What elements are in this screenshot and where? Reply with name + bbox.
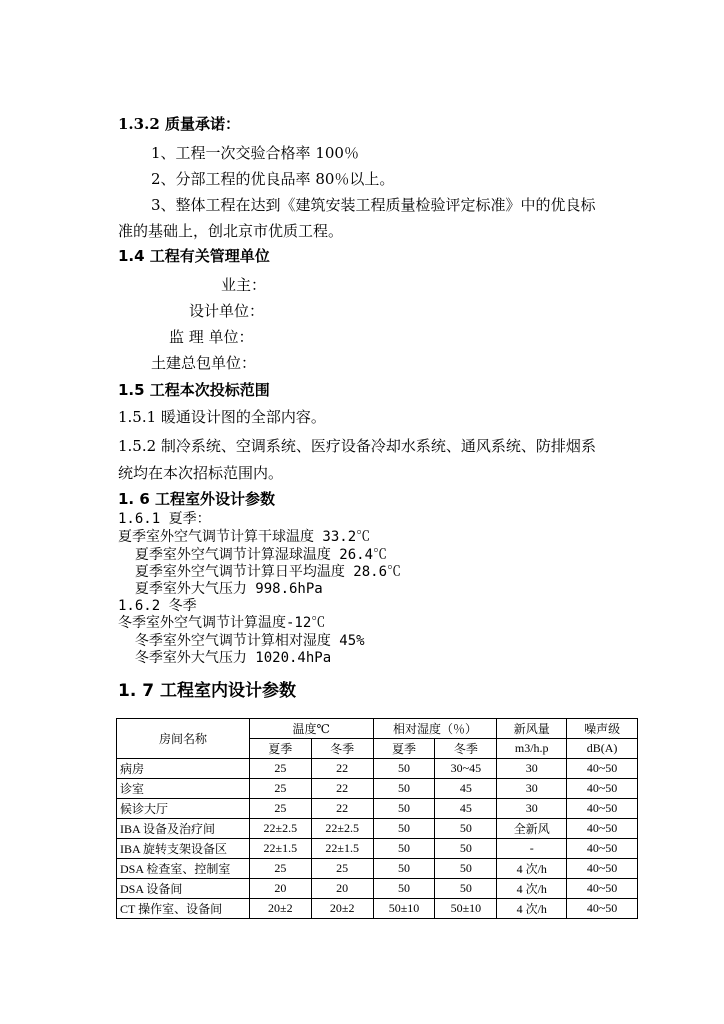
unit-design: 设计单位： — [189, 302, 265, 320]
cell-rh-winter: 45 — [435, 779, 497, 799]
header-fresh-air-unit: m3/h.p — [497, 739, 567, 759]
outdoor-line-7: 冬季室外空气调节计算温度-12℃ — [118, 615, 326, 631]
cell-temp-winter: 22 — [311, 799, 373, 819]
cell-temp-summer: 20±2 — [249, 899, 311, 919]
unit-general-contractor: 土建总包单位： — [151, 354, 257, 372]
outdoor-line-3: 夏季室外空气调节计算湿球温度 26.4℃ — [118, 547, 388, 563]
cell-temp-summer: 25 — [249, 779, 311, 799]
quality-item-2: 2、分部工程的优良品率 80％以上。 — [151, 170, 395, 188]
section-heading-units: 1.4 工程有关管理单位 — [118, 247, 270, 265]
scope-line-3: 统均在本次招标范围内。 — [118, 464, 284, 482]
scope-line-1: 1.5.1 暖通设计图的全部内容。 — [118, 408, 326, 426]
cell-rh-summer: 50 — [373, 819, 435, 839]
cell-rh-summer: 50±10 — [373, 899, 435, 919]
unit-owner: 业主： — [221, 276, 267, 294]
outdoor-line-5: 夏季室外大气压力 998.6hPa — [118, 581, 323, 597]
cell-fresh-air: 30 — [497, 779, 567, 799]
cell-fresh-air: - — [497, 839, 567, 859]
cell-rh-winter: 50 — [435, 859, 497, 879]
cell-room-name: CT 操作室、设备间 — [117, 899, 250, 919]
section-heading-quality: 1.3.2 质量承诺： — [118, 115, 240, 133]
cell-temp-summer: 25 — [249, 759, 311, 779]
section-heading-outdoor: 1. 6 工程室外设计参数 — [118, 490, 276, 508]
cell-room-name: DSA 检查室、控制室 — [117, 859, 250, 879]
header-rh-winter: 冬季 — [435, 739, 497, 759]
outdoor-line-9: 冬季室外大气压力 1020.4hPa — [118, 650, 332, 666]
cell-temp-winter: 22 — [311, 759, 373, 779]
cell-rh-summer: 50 — [373, 839, 435, 859]
table-row — [117, 779, 638, 799]
cell-rh-winter: 50 — [435, 839, 497, 859]
header-temp-winter: 冬季 — [311, 739, 373, 759]
outdoor-line-4: 夏季室外空气调节计算日平均温度 28.6℃ — [118, 564, 401, 580]
table-row — [117, 899, 638, 919]
header-room-name: 房间名称 — [117, 719, 250, 759]
cell-fresh-air: 4 次/h — [497, 879, 567, 899]
cell-rh-summer: 50 — [373, 879, 435, 899]
table-body — [117, 759, 638, 919]
scope-line-2: 1.5.2 制冷系统、空调系统、医疗设备冷却水系统、通风系统、防排烟系 — [118, 437, 596, 455]
cell-noise: 40~50 — [567, 779, 638, 799]
cell-noise: 40~50 — [567, 819, 638, 839]
cell-temp-winter: 20 — [311, 879, 373, 899]
header-temp-summer: 夏季 — [249, 739, 311, 759]
cell-rh-summer: 50 — [373, 779, 435, 799]
outdoor-line-6: 1.6.2 冬季 — [118, 598, 197, 614]
cell-room-name: IBA 设备及治疗间 — [117, 819, 250, 839]
cell-rh-summer: 50 — [373, 799, 435, 819]
quality-item-3-cont: 准的基础上，创北京市优质工程。 — [118, 222, 344, 240]
unit-supervision: 监 理 单位： — [169, 328, 254, 346]
table-row — [117, 819, 638, 839]
cell-rh-summer: 50 — [373, 759, 435, 779]
cell-noise: 40~50 — [567, 839, 638, 859]
cell-rh-winter: 45 — [435, 799, 497, 819]
cell-rh-winter: 50 — [435, 819, 497, 839]
cell-room-name: 病房 — [117, 759, 250, 779]
cell-temp-winter: 20±2 — [311, 899, 373, 919]
quality-item-1: 1、工程一次交验合格率 100％ — [151, 144, 359, 162]
cell-noise: 40~50 — [567, 859, 638, 879]
cell-temp-summer: 25 — [249, 859, 311, 879]
cell-temp-winter: 22±1.5 — [311, 839, 373, 859]
indoor-params-table — [116, 718, 638, 919]
cell-temp-winter: 25 — [311, 859, 373, 879]
section-heading-scope: 1.5 工程本次投标范围 — [118, 381, 270, 399]
header-fresh-air: 新风量 — [497, 719, 567, 739]
cell-temp-summer: 22±2.5 — [249, 819, 311, 839]
header-noise-unit: dB(A) — [567, 739, 638, 759]
outdoor-line-1: 1.6.1 夏季： — [118, 511, 211, 527]
cell-rh-winter: 50±10 — [435, 899, 497, 919]
cell-noise: 40~50 — [567, 879, 638, 899]
cell-temp-winter: 22 — [311, 779, 373, 799]
cell-room-name: IBA 旋转支架设备区 — [117, 839, 250, 859]
cell-rh-winter: 50 — [435, 879, 497, 899]
table-row — [117, 799, 638, 819]
cell-temp-winter: 22±2.5 — [311, 819, 373, 839]
cell-rh-winter: 30~45 — [435, 759, 497, 779]
cell-fresh-air: 30 — [497, 759, 567, 779]
table-row — [117, 759, 638, 779]
cell-noise: 40~50 — [567, 899, 638, 919]
quality-item-3: 3、整体工程在达到《建筑安装工程质量检验评定标准》中的优良标 — [151, 196, 596, 214]
table-row — [117, 859, 638, 879]
cell-room-name: DSA 设备间 — [117, 879, 250, 899]
table-row — [117, 879, 638, 899]
header-relative-humidity: 相对湿度（％） — [373, 719, 497, 739]
outdoor-line-2: 夏季室外空气调节计算干球温度 33.2℃ — [118, 529, 371, 545]
cell-rh-summer: 50 — [373, 859, 435, 879]
table-row — [117, 839, 638, 859]
cell-temp-summer: 22±1.5 — [249, 839, 311, 859]
cell-temp-summer: 25 — [249, 799, 311, 819]
header-temperature: 温度℃ — [249, 719, 373, 739]
cell-temp-summer: 20 — [249, 879, 311, 899]
table-header-row — [117, 719, 638, 739]
header-rh-summer: 夏季 — [373, 739, 435, 759]
outdoor-line-8: 冬季室外空气调节计算相对湿度 45% — [118, 633, 365, 649]
cell-noise: 40~50 — [567, 759, 638, 779]
cell-fresh-air: 全新风 — [497, 819, 567, 839]
cell-fresh-air: 4 次/h — [497, 899, 567, 919]
cell-fresh-air: 30 — [497, 799, 567, 819]
cell-room-name: 候诊大厅 — [117, 799, 250, 819]
cell-room-name: 诊室 — [117, 779, 250, 799]
section-heading-indoor: 1. 7 工程室内设计参数 — [118, 681, 296, 701]
header-noise: 噪声级 — [567, 719, 638, 739]
cell-noise: 40~50 — [567, 799, 638, 819]
cell-fresh-air: 4 次/h — [497, 859, 567, 879]
